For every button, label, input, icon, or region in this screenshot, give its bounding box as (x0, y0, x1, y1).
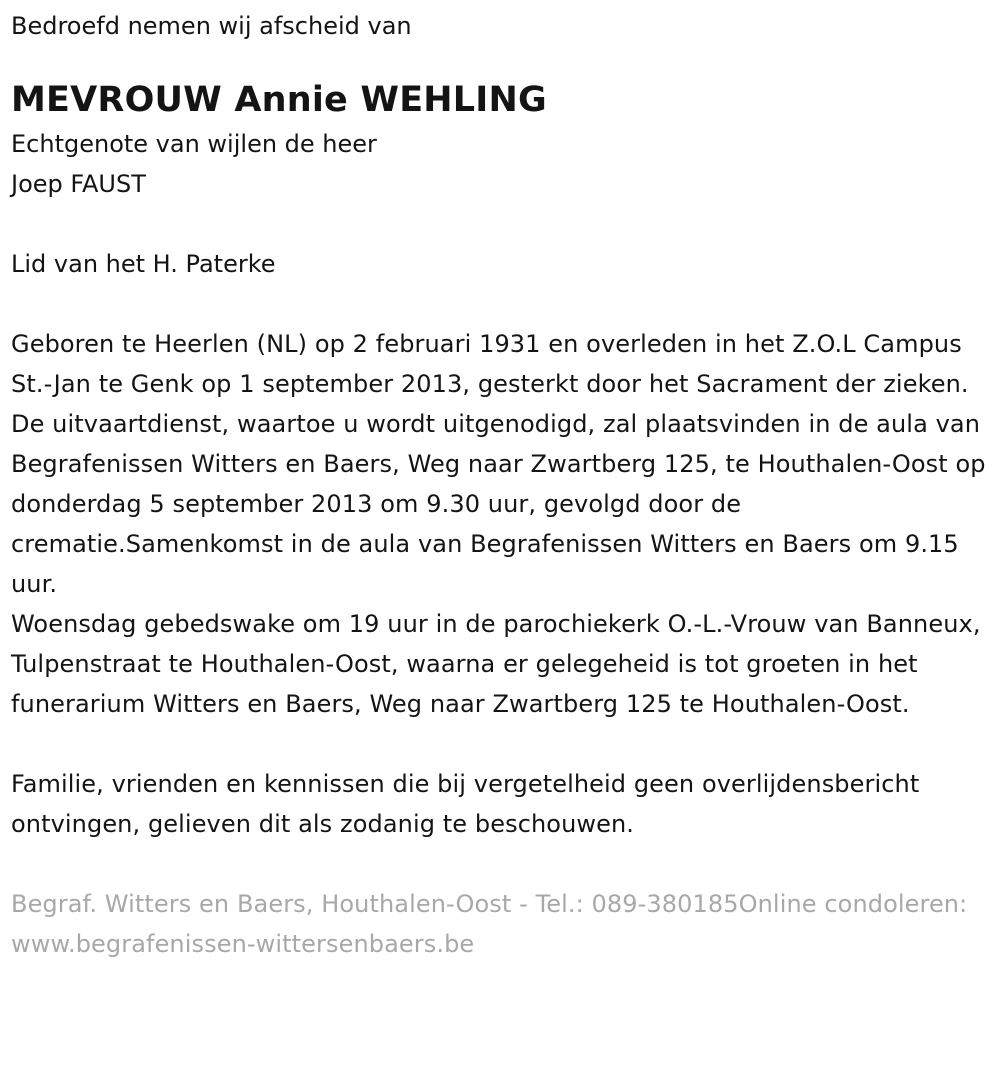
birth-death-paragraph: Geboren te Heerlen (NL) op 2 februari 1931 en overleden in het Z.O.L Campus St.-Jan te Genk op 1 september 2013, gesterkt door het Sacrament der zieken. (11, 330, 969, 398)
intro-text: Bedroefd nemen wij afscheid van (11, 12, 412, 40)
spacer (11, 724, 986, 764)
obituary-notice (11, 6, 986, 964)
spouse-line-1: Echtgenote van wijlen de heer (11, 130, 377, 158)
spacer (11, 204, 986, 244)
funeral-service-paragraph: De uitvaartdienst, waartoe u wordt uitgenodigd, zal plaatsvinden in de aula van Begrafenissen Witters en Baers, Weg naar Zwartberg 125, te Houthalen-Oost op donderdag 5 september 2013 om 9.30 uur, gevolgd door de crematie.Samenkomst in de aula van Begrafenissen Witters en Baers om 9.15 uur. (11, 410, 986, 598)
family-paragraph: Familie, vrienden en kennissen die bij vergetelheid geen overlijdensbericht ontvingen, gelieven dit als zodanig te beschouwen. (11, 770, 920, 838)
funeral-home-footer: Begraf. Witters en Baers, Houthalen-Oost - Tel.: 089-380185Online condoleren: www.begrafenissen-wittersenbaers.be (11, 890, 968, 958)
spacer (11, 844, 986, 884)
deceased-name: MEVROUW Annie WEHLING (11, 80, 547, 120)
spouse-line-2: Joep FAUST (11, 170, 146, 198)
membership-text: Lid van het H. Paterke (11, 250, 276, 278)
spacer (11, 284, 986, 324)
wake-paragraph: Woensdag gebedswake om 19 uur in de parochiekerk O.-L.-Vrouw van Banneux, Tulpenstraat te Houthalen-Oost, waarna er gelegeheid is tot groeten in het funerarium Witters en Baers, Weg naar Zwartberg 125 te Houthalen-Oost. (11, 610, 981, 718)
